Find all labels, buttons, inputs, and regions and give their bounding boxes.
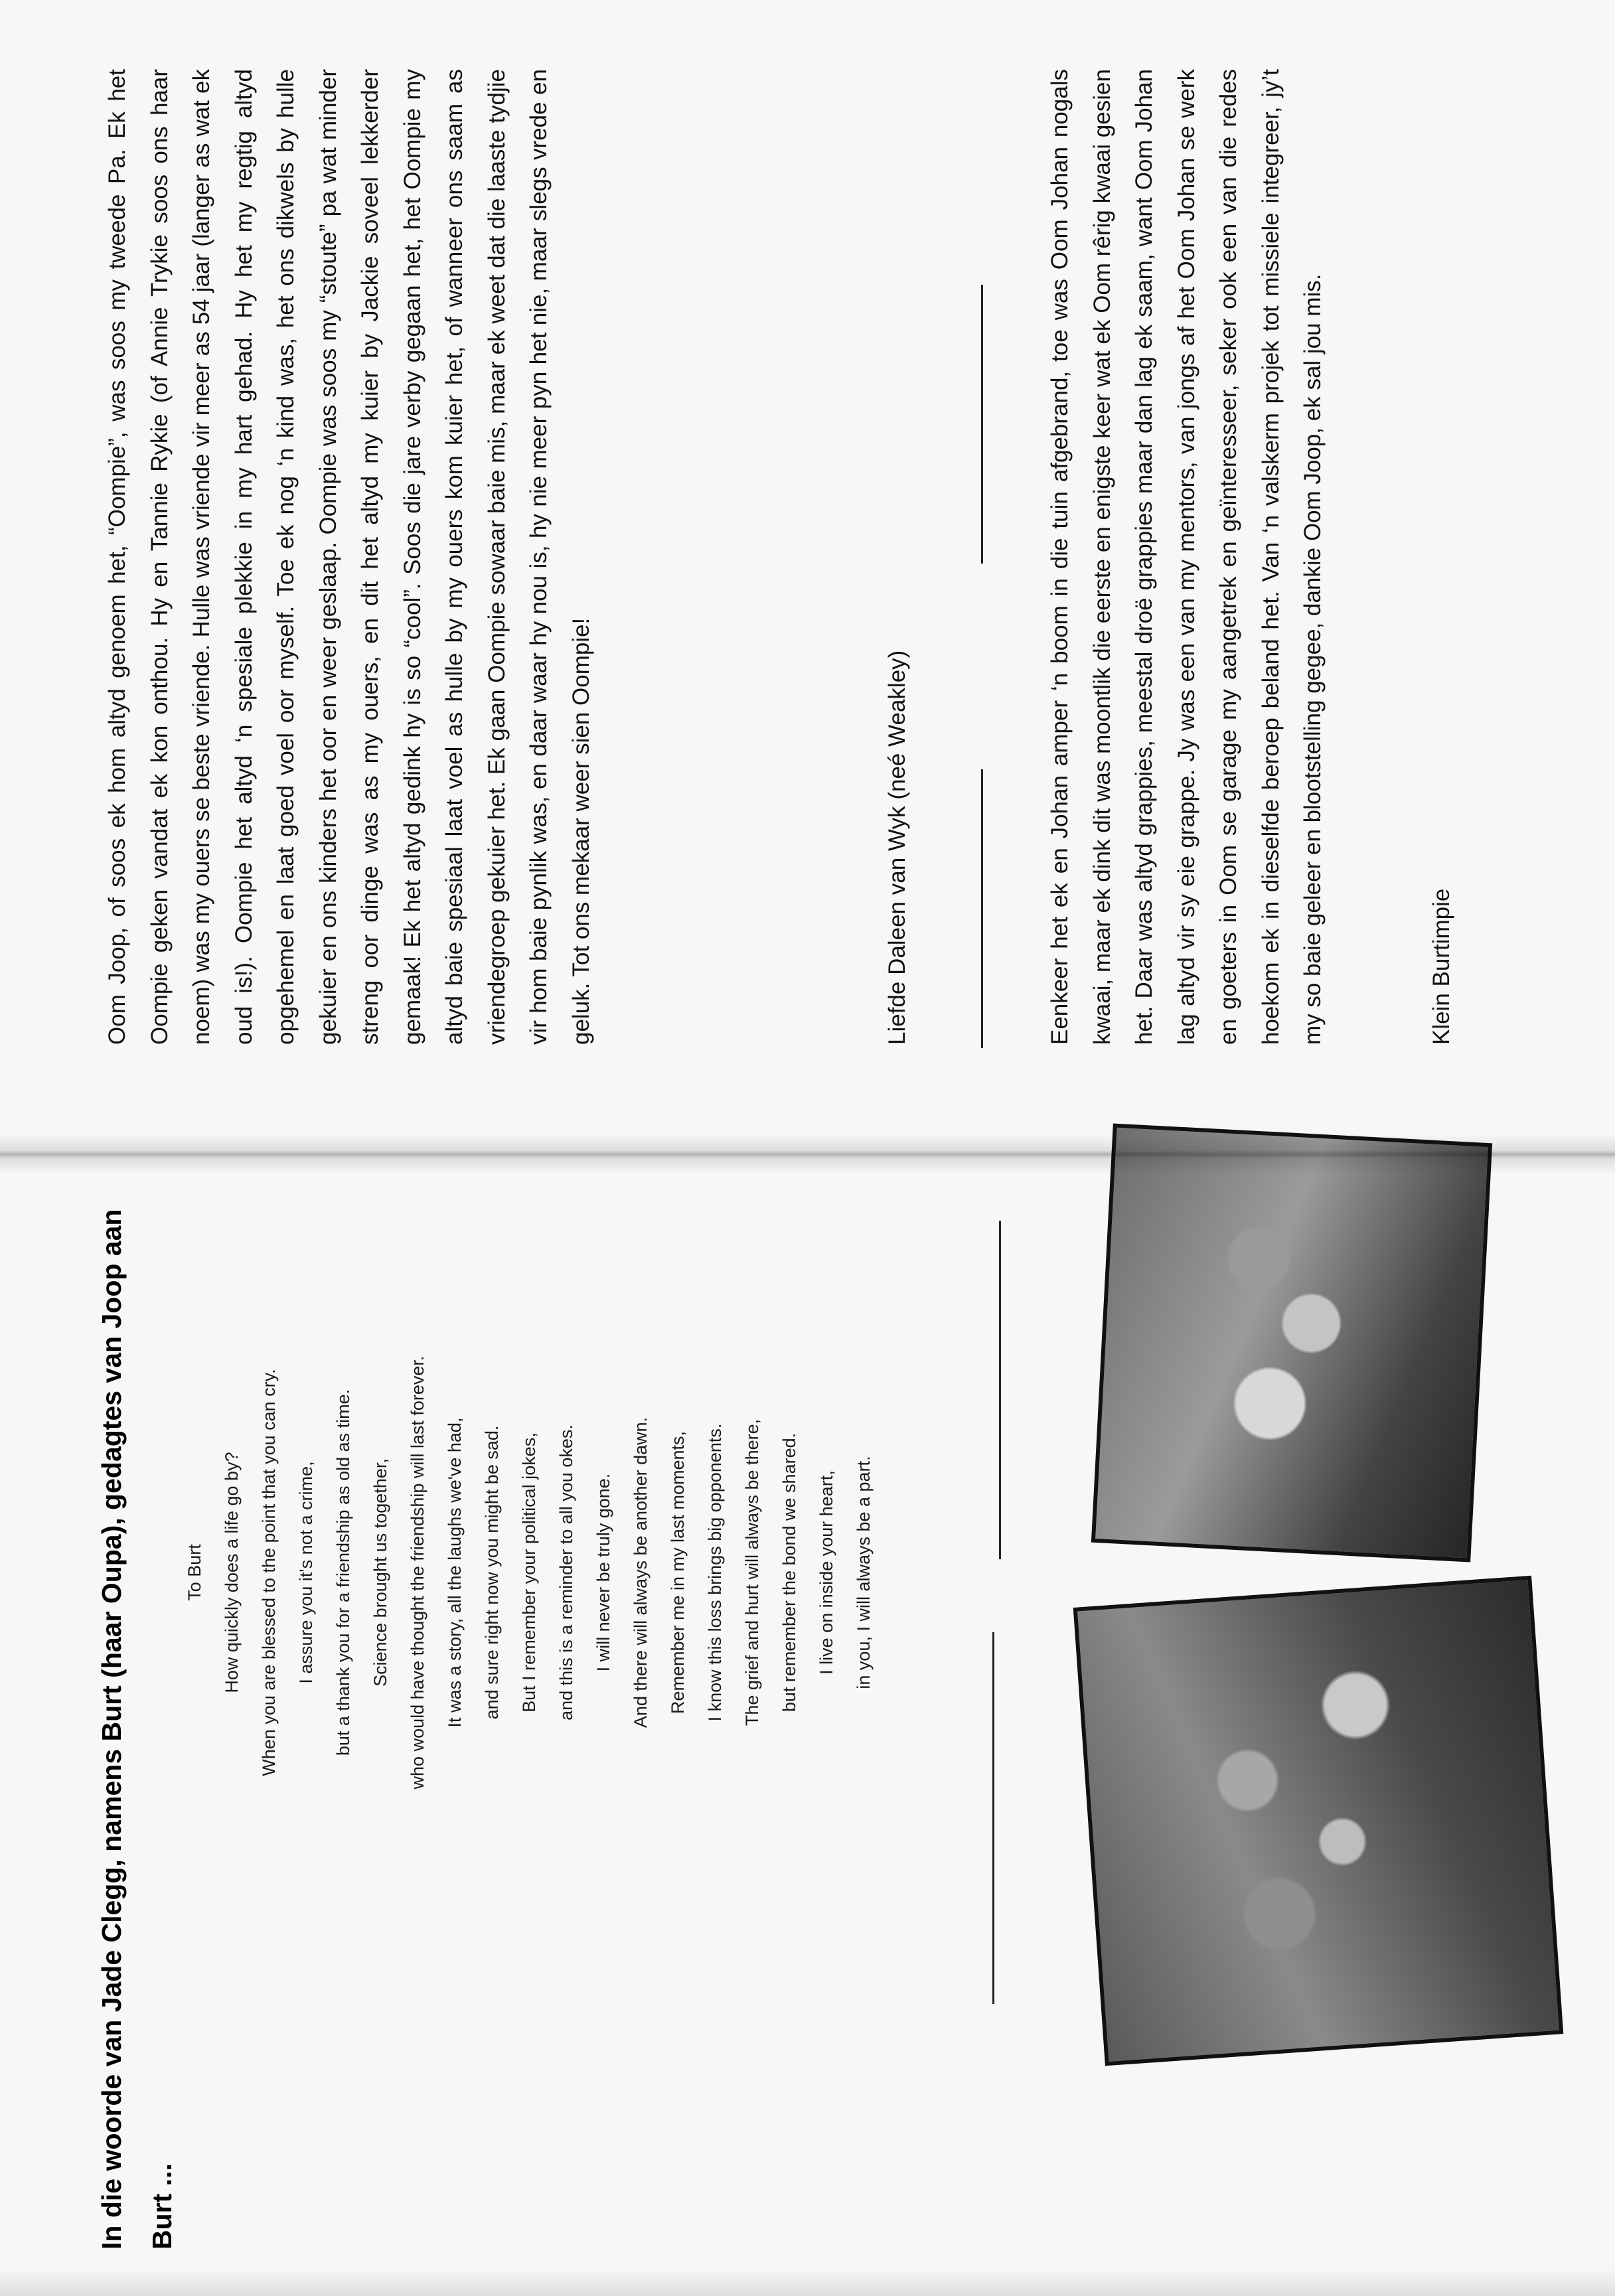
poem-line: I will never be truly gone. xyxy=(593,1473,613,1672)
right-divider-left xyxy=(981,769,983,1048)
poem-line: but a thank you for a friendship as old as time. xyxy=(333,1389,353,1756)
tribute-paragraph-burtimpie: Eenkeer het ek en Johan amper ‘n boom in die tuin afgebrand, toe was Oom Johan nogals kwaai, maar ek dink dit was moontlik die eerste en enigste keer wat ek Oom rêrig kwaai gesien het. Daar was altyd grappies, meestal droë grappies maar dan lag ek saam, want Oom Johan lag altyd vir sy eie grappe. Jy was een van my mentors, van jongs af het Oom Johan se werk en goeters in Oom se garage my aangetrek en geïnteresseer, seker ook een van die redes hoekom ek in dieselfde beroep beland het. Van ‘n valskerm projek tot missiele integreer, jy’t my so baie geleer en blootstelling gegee, dankie Oom Joop, ek sal jou mis. xyxy=(1047,69,1326,1045)
signature-daleen: Liefde Daleen van Wyk (neé Weakley) xyxy=(884,650,910,1045)
poem-line: Remember me in my last moments, xyxy=(668,1430,688,1715)
group-photo xyxy=(1073,1576,1564,2066)
tribute-paragraph-oompie: Oom Joop, of soos ek hom altyd genoem het, “Oompie”, was soos my tweede Pa. Ek het Oompie geken vandat ek kon onthou. Hy en Tannie Rykie (of Annie Trykie soos ons haar noem) was my ouers se beste vriende. Hulle was vriende vir meer as 54 jaar (langer as wat ek oud is!). Oompie het altyd ‘n spesiale plekkie in my hart gehad. Hy het my regtig altyd opgehemel en laat goed voel oor myself. Toe ek nog ‘n kind was, het ons dikwels by hulle gekuier en ons kinders het oor en weer geslaap. Oompie was soos my “stoute” pa wat minder streng oor dinge was as my ouers, en dit het altyd my kuier by Jackie soveel lekkerder gemaak! Ek het altyd gedink hy is so “cool”. Soos die jare verby gegaan het, het Oompie my altyd baie spesiaal laat voel as hulle by my ouers kom kuier het, of wanneer ons saam as vriendegroep gekuier het. Ek gaan Oompie sowaar baie mis, maar ek weet dat die laaste tydjie vir hom baie pynlik was, en daar waar hy nou is, hy nie meer pyn het nie, maar slegs vrede en geluk. Tot ons mekaar weer sien Oompie! xyxy=(104,69,594,1045)
poem-line: Science brought us together, xyxy=(370,1458,390,1687)
poem-line: and sure right now you might be sad. xyxy=(482,1425,502,1720)
poem-line: The grief and hurt will always be there, xyxy=(742,1418,762,1726)
poem-line: in you, I will always be a part. xyxy=(854,1456,874,1689)
left-page xyxy=(0,1154,1615,2296)
left-divider-bottom xyxy=(999,1221,1001,1559)
poem-title: To Burt xyxy=(185,1544,204,1601)
poem-line: but remember the bond we shared. xyxy=(779,1432,799,1713)
right-page xyxy=(0,0,1615,1134)
poem-line: How quickly does a life go by? xyxy=(222,1452,242,1693)
poem-line: But I remember your political jokes, xyxy=(519,1432,539,1713)
poem-line: and this is a reminder to all you okes. xyxy=(556,1424,576,1721)
signature-burtimpie: Klein Burtimpie xyxy=(1428,888,1454,1045)
poem-line: It was a story, all the laughs we've had, xyxy=(445,1417,465,1728)
poem-line: who would have thought the friendship will last forever. xyxy=(408,1355,427,1790)
right-divider-right xyxy=(981,285,983,564)
left-page-heading: In die woorde van Jade Clegg, namens Burt (haar Oupa), gedagtes van Joop aan Burt ... xyxy=(96,1209,177,2250)
outdoor-photo xyxy=(1091,1123,1492,1562)
poem xyxy=(176,1221,882,1924)
poem-line: And there will always be another dawn. xyxy=(631,1416,651,1728)
left-divider-top xyxy=(992,1632,994,2004)
poem-line: I know this loss brings big opponents. xyxy=(705,1423,725,1722)
book-fold xyxy=(0,1134,1615,1174)
poem-line: I live on inside your heart, xyxy=(816,1470,836,1675)
poem-line: When you are blessed to the point that you can cry. xyxy=(259,1369,279,1776)
poem-line: I assure you it's not a crime, xyxy=(296,1461,316,1684)
